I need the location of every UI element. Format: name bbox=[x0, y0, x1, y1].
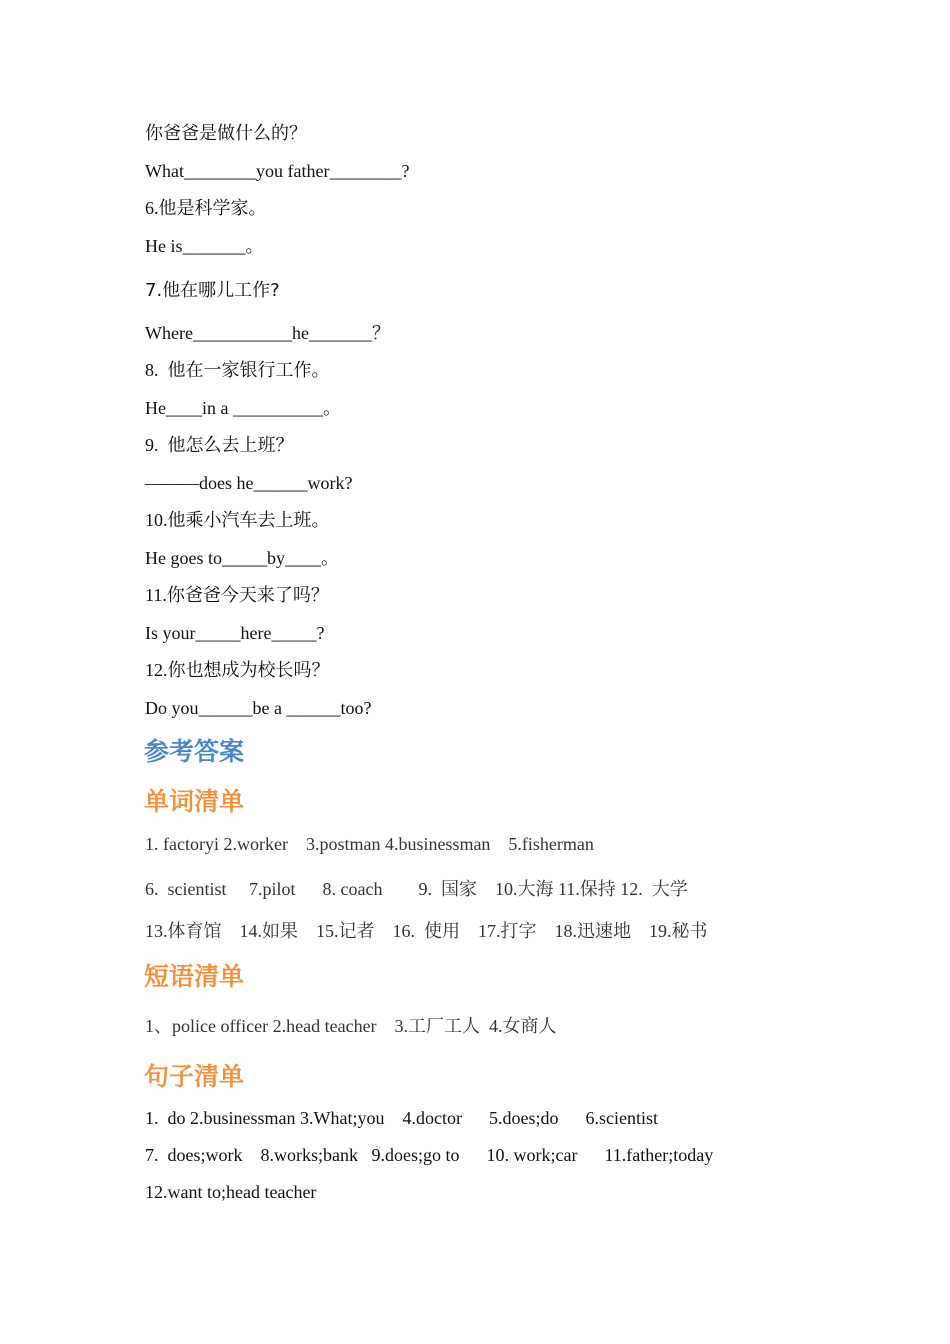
question-8-chinese: 8. 他在一家银行工作。 bbox=[145, 360, 330, 380]
question-10-english: He goes to_____by____。 bbox=[145, 548, 339, 568]
phrases-heading: 短语清单 bbox=[144, 962, 245, 991]
question-5-chinese: 你爸爸是做什么的？ bbox=[145, 123, 307, 143]
sentences-line-1: 1. do 2.businessman 3.What;you 4.doctor 5.does;do 6.scientist bbox=[145, 1108, 658, 1128]
phrases-line-1: 1、police officer 2.head teacher 3.工厂工人 4.女商人 bbox=[145, 1016, 557, 1036]
question-7-english: Where___________he_______？ bbox=[145, 323, 390, 343]
question-9-english: ———does he______work? bbox=[145, 473, 353, 493]
vocab-line-2: 6. scientist 7.pilot 8. coach 9. 国家 10.大海 11.保持 12. 大学 bbox=[145, 879, 688, 899]
question-6-english: He is_______。 bbox=[145, 236, 264, 256]
question-10-chinese: 10.他乘小汽车去上班。 bbox=[145, 510, 330, 530]
sentences-line-2: 7. does;work 8.works;bank 9.does;go to 10. work;car 11.father;today bbox=[145, 1145, 714, 1165]
question-8-english: He____in a __________。 bbox=[145, 398, 341, 418]
question-9-chinese: 9. 他怎么去上班？ bbox=[145, 435, 294, 455]
question-12-chinese: 12.你也想成为校长吗？ bbox=[145, 660, 330, 680]
answer-key-heading: 参考答案 bbox=[144, 737, 245, 766]
sentences-heading: 句子清单 bbox=[144, 1062, 245, 1091]
question-11-chinese: 11.你爸爸今天来了吗？ bbox=[145, 585, 329, 605]
vocab-line-3: 13.体育馆 14.如果 15.记者 16. 使用 17.打字 18.迅速地 19.秘书 bbox=[145, 921, 708, 941]
sentences-line-3: 12.want to;head teacher bbox=[145, 1182, 317, 1202]
question-12-english: Do you______be a ______too? bbox=[145, 698, 372, 718]
vocab-line-1: 1. factoryi 2.worker 3.postman 4.businessman 5.fisherman bbox=[145, 834, 594, 854]
question-7-chinese: 7.他在哪儿工作? bbox=[145, 280, 280, 301]
vocab-heading: 单词清单 bbox=[144, 787, 245, 816]
question-11-english: Is your_____here_____? bbox=[145, 623, 325, 643]
question-6-chinese: 6.他是科学家。 bbox=[145, 198, 267, 218]
question-5-english: What________you father________? bbox=[145, 161, 410, 181]
